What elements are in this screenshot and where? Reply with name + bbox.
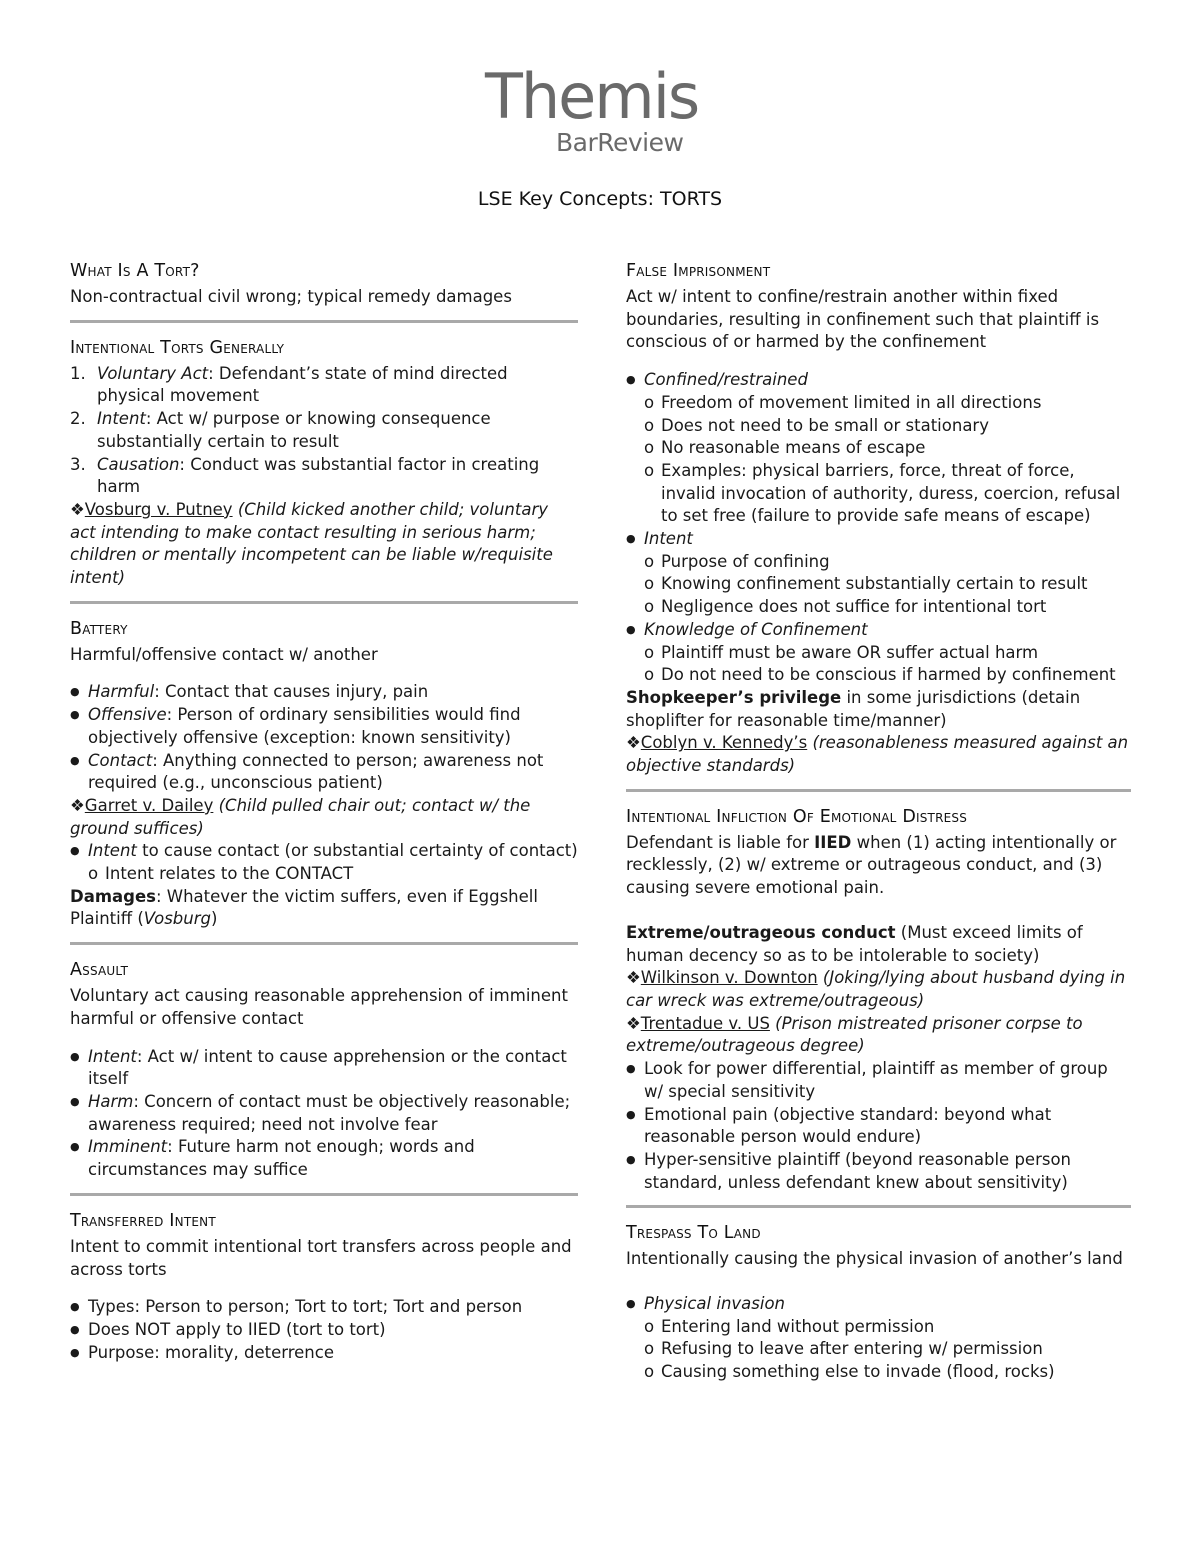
sub-bullet-icon: o <box>644 415 655 435</box>
bullet-icon: ● <box>70 1322 80 1336</box>
item-text: Purpose: morality, deterrence <box>88 1342 334 1362</box>
item-text: Hyper-sensitive plaintiff (beyond reasonable person standard, unless defendant knew about sensitivity) <box>644 1149 1072 1192</box>
bullet-item <box>70 1342 578 1365</box>
item-text: : Person of ordinary sensibilities would find objectively offensive (exception: known sensitivity) <box>88 705 521 747</box>
logo-subtitle: BarReview <box>556 128 684 157</box>
item-term: Offensive <box>88 705 167 725</box>
item-term: Harm <box>88 1091 134 1111</box>
item-text: Does NOT apply to IIED (tort to tort) <box>88 1319 386 1339</box>
bullet-icon: ● <box>626 373 636 387</box>
sub-item <box>626 1338 1131 1361</box>
section-intentional-torts <box>70 335 578 604</box>
diamond-icon: ❖ <box>70 795 85 815</box>
sub-bullet-icon: o <box>644 551 655 571</box>
section-trespass <box>626 1220 1131 1395</box>
item-text: Look for power differential, plaintiff as member of group w/ special sensitivity <box>644 1059 1108 1101</box>
bullet-item <box>70 1136 578 1181</box>
sub-bullet-icon: o <box>644 392 655 412</box>
case-name: Wilkinson v. Downton <box>640 968 818 988</box>
bullet-icon: ● <box>70 708 80 722</box>
item-text: : Contact that causes injury, pain <box>154 682 429 702</box>
numbered-item <box>70 454 578 499</box>
sub-item <box>626 1316 1131 1339</box>
bullet-icon: ● <box>70 1345 80 1359</box>
section-false-imprisonment <box>626 258 1131 792</box>
bullet-icon: ● <box>70 753 80 767</box>
sub-item-text: Examples: physical barriers, force, threat of force, invalid invocation of authority, duress, coercion, refusal to set free (failure to provide safe means of escape) <box>661 460 1121 526</box>
case-note: (reasonableness measured against an objective standards) <box>626 733 1129 776</box>
sub-bullet-icon: o <box>644 1339 655 1359</box>
sub-bullet-icon: o <box>88 864 99 884</box>
damages-text: : Whatever the victim suffers, even if Eggshell Plaintiff ( <box>70 886 538 929</box>
case-note: (Child kicked another child; voluntary act intending to make contact resulting in serious harm; children or mentally incompetent can be liable w/requisite intent) <box>70 499 553 588</box>
section-heading: Intentional Infliction Of Emotional Distress <box>626 806 968 827</box>
sub-bullet-icon: o <box>644 460 655 480</box>
item-number: 3. <box>70 454 86 474</box>
numbered-item <box>70 363 578 408</box>
bullet-item <box>70 1091 578 1136</box>
section-intro: Intent to commit intentional tort transfers across people and across torts <box>70 1236 572 1279</box>
bullet-icon: ● <box>626 1062 636 1076</box>
bullet-icon: ● <box>626 622 636 636</box>
conduct-text: (Must exceed limits of human decency so as to be intolerable to society) <box>626 922 1083 965</box>
bullet-icon: ● <box>626 1297 636 1311</box>
sub-bullet-icon: o <box>644 1316 655 1336</box>
sub-item <box>70 863 578 886</box>
bullet-item <box>626 369 1131 392</box>
item-text: : Anything connected to person; awareness not required (e.g., unconscious patient) <box>88 750 544 793</box>
sub-bullet-icon: o <box>644 574 655 594</box>
section-intro: Defendant is liable for IIED when (1) acting intentionally or recklessly, (2) w/ extreme or outrageous conduct, and (3) causing severe emotional pain. <box>626 832 1117 898</box>
item-text: Types: Person to person; Tort to tort; Tort and person <box>88 1297 523 1317</box>
case-citation <box>70 499 578 590</box>
section-assault <box>70 957 578 1196</box>
bullet-item <box>626 1104 1131 1149</box>
sub-item-text: Do not need to be conscious if harmed by confinement <box>661 665 1116 685</box>
bullet-item <box>70 1296 578 1319</box>
diamond-icon: ❖ <box>70 499 85 519</box>
bullet-icon: ● <box>626 1107 636 1121</box>
bullet-icon: ● <box>70 1094 80 1108</box>
numbered-item <box>70 408 578 453</box>
bullet-icon: ● <box>626 1152 636 1166</box>
section-intro: Harmful/offensive contact w/ another <box>70 644 378 664</box>
item-term: Confined/restrained <box>644 370 808 390</box>
item-text: : Act w/ intent to cause apprehension or the contact itself <box>88 1046 567 1089</box>
section-heading: What Is A Tort? <box>70 261 200 281</box>
section-intro: Voluntary act causing reasonable apprehension of imminent harmful or offensive contact <box>70 986 568 1028</box>
diamond-icon: ❖ <box>626 733 641 753</box>
conduct-note <box>626 922 1131 967</box>
sub-item-text: Entering land without permission <box>661 1316 935 1336</box>
bullet-icon: ● <box>626 532 636 546</box>
section-battery <box>70 616 578 945</box>
bullet-item <box>626 528 1131 551</box>
sub-item <box>626 392 1131 415</box>
item-term: Contact <box>88 750 153 770</box>
case-citation <box>70 795 578 840</box>
item-term: Causation <box>97 454 180 474</box>
sub-item <box>626 573 1131 596</box>
item-term: Knowledge of Confinement <box>644 619 868 639</box>
damages-close: ) <box>211 909 218 929</box>
sub-item-text: Negligence does not suffice for intentional tort <box>661 597 1047 617</box>
section-heading: Intentional Torts Generally <box>70 337 285 358</box>
bullet-icon: ● <box>70 1049 80 1063</box>
bullet-item <box>70 1046 578 1091</box>
bullet-icon: ● <box>70 844 80 858</box>
case-name: Vosburg v. Putney <box>84 499 233 519</box>
left-column <box>70 258 578 1375</box>
sub-item-text: Refusing to leave after entering w/ permission <box>661 1339 1043 1359</box>
document-title: LSE Key Concepts: TORTS <box>477 188 723 210</box>
section-heading: False Imprisonment <box>626 261 771 281</box>
privilege-label: Shopkeeper’s privilege <box>626 687 842 707</box>
iied-abbr: IIED <box>814 832 852 852</box>
sub-item-text: Intent relates to the CONTACT <box>105 864 354 884</box>
case-name: Coblyn v. Kennedy’s <box>640 733 808 753</box>
bullet-item <box>70 1319 578 1342</box>
diamond-icon: ❖ <box>626 968 641 988</box>
sub-item-text: Knowing confinement substantially certain to result <box>661 574 1088 594</box>
sub-item <box>626 460 1131 528</box>
item-number: 2. <box>70 409 86 429</box>
case-note: (Joking/lying about husband dying in car wreck was extreme/outrageous) <box>626 968 1126 1010</box>
bullet-item <box>626 1149 1131 1194</box>
item-term: Intent <box>88 1046 137 1066</box>
sub-item <box>626 551 1131 574</box>
bullet-item <box>626 1293 1131 1316</box>
sub-item <box>626 415 1131 438</box>
right-column <box>626 258 1131 1395</box>
section-intro: Act w/ intent to confine/restrain another within fixed boundaries, resulting in confinement such that plaintiff is conscious of or harmed by the confinement <box>626 287 1100 352</box>
case-name: Trentadue v. US <box>640 1013 770 1033</box>
item-term: Intent <box>644 529 693 549</box>
item-text: : Defendant’s state of mind directed physical movement <box>97 363 508 406</box>
sub-item-text: Does not need to be small or stationary <box>661 415 989 435</box>
bullet-item <box>70 840 578 863</box>
sub-item <box>626 596 1131 619</box>
section-iied <box>626 804 1131 1209</box>
damages-note <box>70 886 578 931</box>
bullet-icon: ● <box>70 1140 80 1154</box>
item-term: Imminent <box>88 1137 168 1157</box>
case-note: (Child pulled chair out; contact w/ the ground suffices) <box>70 795 531 838</box>
item-number: 1. <box>70 363 86 383</box>
damages-case: Vosburg <box>143 909 211 929</box>
section-heading: Assault <box>70 960 129 981</box>
bullet-item <box>626 619 1131 642</box>
item-text: Emotional pain (objective standard: beyond what reasonable person would endure) <box>644 1104 1052 1147</box>
sub-item-text: Causing something else to invade (flood, rocks) <box>661 1362 1055 1382</box>
logo-wordmark: Themis <box>485 60 699 133</box>
sub-item <box>626 1361 1131 1384</box>
section-what-is-tort <box>70 258 578 323</box>
sub-item-text: Plaintiff must be aware OR suffer actual harm <box>661 642 1039 662</box>
conduct-label: Extreme/outrageous conduct <box>626 922 896 942</box>
section-heading: Transferred Intent <box>70 1210 216 1231</box>
bullet-icon: ● <box>70 1300 80 1314</box>
diamond-icon: ❖ <box>626 1013 641 1033</box>
section-heading: Trespass To Land <box>626 1223 761 1244</box>
sub-bullet-icon: o <box>644 1362 655 1382</box>
sub-item <box>626 664 1131 687</box>
sub-item <box>626 437 1131 460</box>
sub-item-text: Purpose of confining <box>661 551 830 571</box>
privilege-text: in some jurisdictions (detain shoplifter for reasonable time/manner) <box>626 687 1081 730</box>
item-text: : Future harm not enough; words and circumstances may suffice <box>88 1137 475 1180</box>
case-citation <box>626 732 1131 777</box>
bullet-item <box>70 681 578 704</box>
sub-bullet-icon: o <box>644 438 655 458</box>
section-intro: Intentionally causing the physical invasion of another’s land <box>626 1249 1123 1269</box>
sub-bullet-icon: o <box>644 597 655 617</box>
themis-logo <box>0 60 1200 166</box>
section-heading: Battery <box>70 618 128 639</box>
item-text: to cause contact (or substantial certainty of contact) <box>136 841 578 861</box>
sub-bullet-icon: o <box>644 665 655 685</box>
case-name: Garret v. Dailey <box>84 795 214 815</box>
item-term: Harmful <box>88 682 155 702</box>
item-text: : Conduct was substantial factor in creating harm <box>97 454 540 497</box>
case-citation <box>626 1013 1131 1058</box>
item-term: Physical invasion <box>644 1294 786 1314</box>
bullet-icon: ● <box>70 685 80 699</box>
privilege-note <box>626 687 1131 732</box>
bullet-item <box>626 1058 1131 1103</box>
case-citation <box>626 967 1131 1012</box>
bullet-item <box>70 750 578 795</box>
sub-item-text: No reasonable means of escape <box>661 438 926 458</box>
item-term: Intent <box>88 841 137 861</box>
item-term: Intent <box>97 409 146 429</box>
item-text: : Act w/ purpose or knowing consequence substantially certain to result <box>97 409 491 451</box>
section-intro: Non-contractual civil wrong; typical remedy damages <box>70 287 512 306</box>
damages-label: Damages <box>70 886 156 906</box>
case-note: (Prison mistreated prisoner corpse to extreme/outrageous degree) <box>626 1013 1083 1056</box>
sub-item <box>626 642 1131 665</box>
section-transferred-intent <box>70 1208 578 1376</box>
item-text: : Concern of contact must be objectively reasonable; awareness required; need not involve fear <box>88 1091 571 1134</box>
sub-item-text: Freedom of movement limited in all directions <box>661 392 1042 412</box>
bullet-item <box>70 704 578 749</box>
item-term: Voluntary Act <box>97 363 209 383</box>
sub-bullet-icon: o <box>644 642 655 662</box>
